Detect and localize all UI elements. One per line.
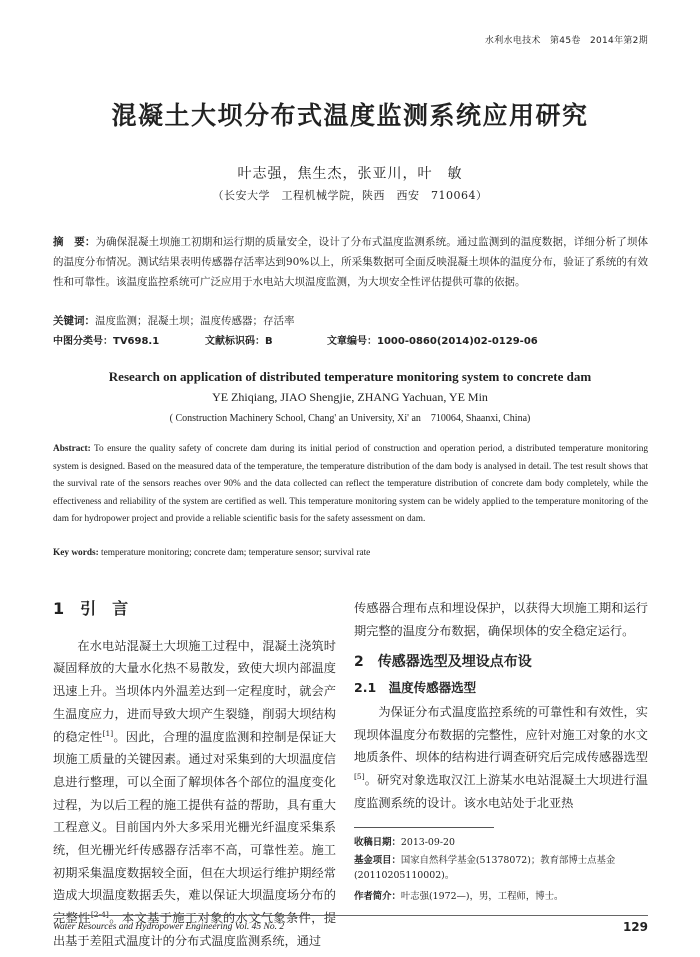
- right-column: [354, 597, 648, 814]
- footer-divider: [53, 915, 648, 916]
- section-1-paragraph-1: 在水电站混凝土大坝施工过程中，混凝土浇筑时凝固释放的大量水化热不易散发，致使大坝内部温度迅速上升。当坝体内外温差达到一定程度时，就会产生温度应力，进而导致大坝产生裂缝，削弱大坝结构的稳定性[1]。因此，合理的温度监测和控制是保证大坝施工质量的关键因素。通过对采集到的大坝温度信息进行整理，可以全面了解坝体各个部位的温度变化过程，为以后工程的施工提供有益的帮助，具有重大工程意义。目前国内外大多采用光栅光纤温度采集系统，但光栅光纤传感器存活率不高，可靠性差。施工初期采集温度数据较全面，但在大坝运行维护期经常造成大坝温度数据丢失，难以保证大坝温度场分布的完整性[2-4]。本文基于施工对象的水文气象条件，提出基于差阻式温度计的分布式温度监测系统，通过: [53, 638, 337, 948]
- footnote-author: [354, 889, 648, 904]
- left-column: [53, 598, 336, 953]
- keywords-en: [53, 545, 648, 563]
- title-en: Research on application of distributed temperature monitoring system to concrete dam: [108, 369, 592, 384]
- abstract-en-text: To ensure the quality safety of concrete dam during its initial period of construction and operation period, a distributed temperature monitoring system is designed. Based on the measured data of the temperature, the temperature distribution of the dam body is analysed in detail. The test result shows that the survival rate of the sensors reaches over 90% and the data collected can reflect the temperature distribution of concrete dam body completely, while the effectiveness and reliability of the system are certified as well. This temperature monitoring system can be widely applied to the temperature monitoring of the dam for hydropower project and provide a reliable scientific basis for the safety assessment on dam.: [53, 444, 649, 524]
- section-2-1-paragraph: 为保证分布式温度监控系统的可靠性和有效性，实现坝体温度分布数据的完整性，应针对施工对象的水文地质条件、坝体的结构进行调查研究后完成传感器选型[5]。研究对象选取汉江上游某水电站混凝土大坝进行温度监测系统的设计。该水电站处于北亚热: [354, 704, 648, 810]
- section-2-heading: 2 传感器选型及埋设点布设: [354, 654, 532, 671]
- running-header: 水利水电技术 第45卷 2014年第2期: [484, 36, 648, 46]
- section-2-1-heading: 2.1 温度传感器选型: [354, 680, 477, 696]
- authors-en: YE Zhiqiang, JIAO Shengjie, ZHANG Yachuan, YE Min: [212, 390, 488, 404]
- fund-value: 国家自然科学基金(51378072)；教育部博士点基金(20110205110002)。: [354, 855, 616, 881]
- abstract-en-label: Abstract:: [53, 444, 91, 454]
- footnote-received: [354, 835, 648, 850]
- keywords-cn-text: 温度监测；混凝土坝；温度传感器；存活率: [95, 315, 295, 327]
- keywords-cn-label: 关键词：: [53, 315, 95, 327]
- affiliation-cn: （长安大学 工程机械学院，陕西 西安 710064）: [212, 189, 488, 202]
- abstract-en: [53, 441, 648, 529]
- document-code: 文献标识码：B: [205, 336, 273, 347]
- affiliation-en: ( Construction Machinery School, Chang' an University, Xi' an 710064, Shaanxi, China): [169, 413, 531, 424]
- section-1-heading: 1 引 言: [53, 599, 129, 618]
- author-bio-value: 叶志强(1972—)，男，工程师，博士。: [400, 891, 564, 902]
- page-number: 129: [622, 920, 648, 934]
- authors-cn: 叶志强，焦生杰，张亚川，叶 敏: [237, 166, 463, 182]
- section-1-paragraph-1-cont: 传感器合理布点和埋设保护，以获得大坝施工期和运行期完整的温度分布数据，确保坝体的安全稳定运行。: [354, 601, 648, 638]
- article-number: 文章编号：1000-0860(2014)02-0129-06: [327, 336, 538, 347]
- clc-number: 中图分类号：TV698.1: [53, 336, 160, 347]
- keywords-en-text: temperature monitoring; concrete dam; temperature sensor; survival rate: [101, 548, 371, 558]
- author-bio-label: 作者简介：: [354, 891, 401, 902]
- received-label: 收稿日期：: [354, 837, 401, 848]
- journal-footer: Water Resources and Hydropower Engineering Vol. 45 No. 2: [53, 922, 285, 932]
- abstract-cn: [53, 232, 648, 292]
- keywords-cn: [53, 311, 648, 331]
- keywords-en-label: Key words:: [53, 548, 99, 558]
- abstract-cn-label: 摘 要：: [53, 236, 96, 248]
- footnote-divider: [354, 827, 494, 828]
- title-cn: 混凝土大坝分布式温度监测系统应用研究: [111, 101, 589, 130]
- footnote-fund: [354, 853, 648, 883]
- citation-1: [1]: [102, 728, 114, 738]
- abstract-cn-text: 为确保混凝土坝施工初期和运行期的质量安全，设计了分布式温度监测系统。通过监测到的温度数据，详细分析了坝体的温度分布情况。测试结果表明传感器存活率达到90%以上，所采集数据可全面反映混凝土坝体的温度分布，验证了系统的有效性和可靠性。该温度监控系统可广泛应用于水电站大坝温度监测，为大坝安全性评估提供可靠的依据。: [53, 236, 649, 288]
- citation-2-4: [2-4]: [90, 910, 109, 920]
- received-value: 2013-09-20: [400, 837, 455, 848]
- fund-label: 基金项目：: [354, 855, 401, 866]
- citation-5: [5]: [354, 771, 365, 781]
